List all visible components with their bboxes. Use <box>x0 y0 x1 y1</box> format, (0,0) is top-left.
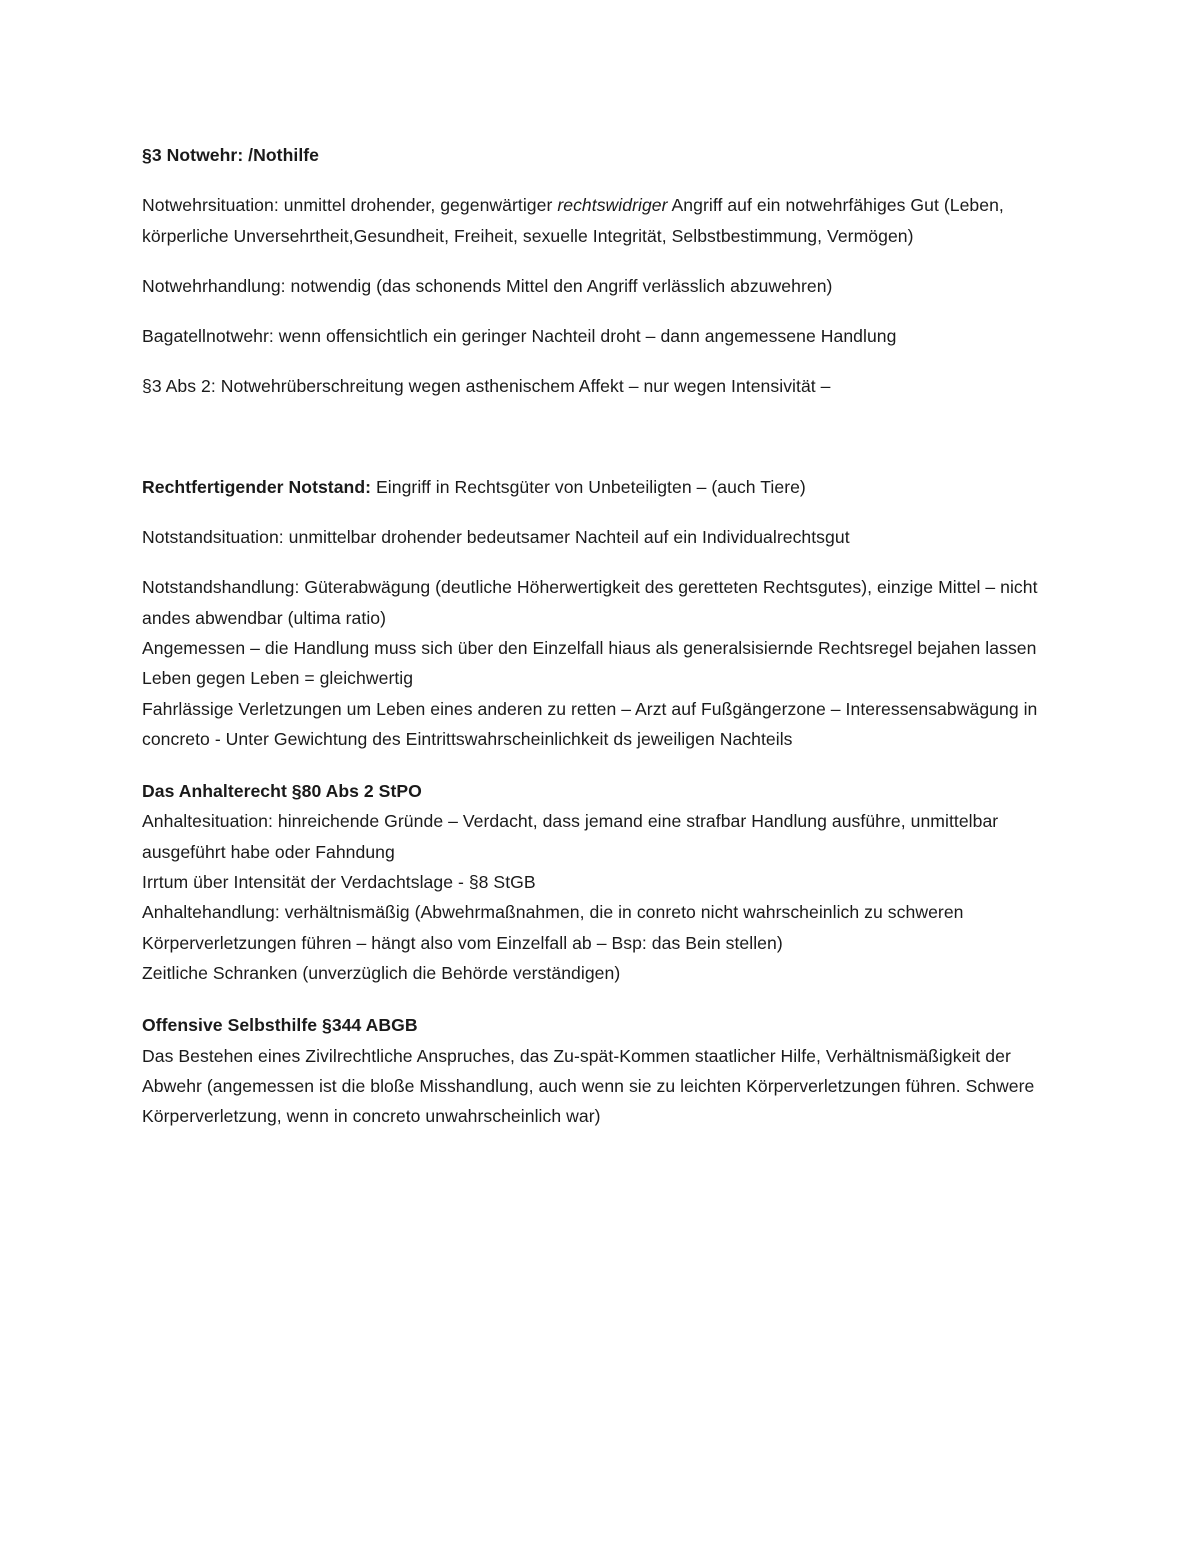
anhalterecht-line: Anhaltehandlung: verhältnismäßig (Abwehrmaßnahmen, die in conreto nicht wahrscheinlich zu schweren Körperverletzungen führen – hängt also vom Einzelfall ab – Bsp: das Bein stellen) <box>142 902 964 953</box>
notstand-heading-rest: Eingriff in Rechtsgüter von Unbeteiligten – (auch Tiere) <box>371 476 806 497</box>
blank-gap <box>142 422 1062 472</box>
blank-gap <box>142 988 1062 1010</box>
notstand-line: Leben gegen Leben = gleichwertig <box>142 668 414 689</box>
notstand-line: Notstandshandlung: Güterabwägung (deutliche Höherwertigkeit des geretteten Rechtsgutes), einzige Mittel – nicht andes abwendbar (ultima ratio) <box>142 577 1038 628</box>
notwehr-situation <box>142 190 1062 251</box>
selbsthilfe-heading: Offensive Selbsthilfe §344 ABGB <box>142 1015 418 1036</box>
selbsthilfe-text: Das Bestehen eines Zivilrechtliche Anspruches, das Zu-spät-Kommen staatlicher Hilfe, Verhältnismäßigkeit der Abwehr (angemessen ist die bloße Misshandlung, auch wenn sie zu leichten Körperverletzungen führen. Schwere Körperverletzung, wenn in concreto unwahrscheinlich war) <box>142 1045 1035 1127</box>
anhalterecht-heading: Das Anhalterecht §80 Abs 2 StPO <box>142 781 422 802</box>
notstand-heading-line <box>142 472 1062 502</box>
bagatell-notwehr: Bagatellnotwehr: wenn offensichtlich ein geringer Nachteil droht – dann angemessene Handlung <box>142 326 897 347</box>
notwehr-situation-pre: Notwehrsituation: unmittel drohender, gegenwärtiger <box>142 195 558 216</box>
anhalterecht-line: Anhaltesituation: hinreichende Gründe – Verdacht, dass jemand eine strafbar Handlung ausführe, unmittelbar ausgeführt habe oder Fahndung <box>142 811 999 862</box>
notwehr-handlung: Notwehrhandlung: notwendig (das schonends Mittel den Angriff verlässlich abzuwehren) <box>142 275 833 296</box>
notstand-line: Fahrlässige Verletzungen um Leben eines anderen zu retten – Arzt auf Fußgängerzone – Interessensabwägung in concreto - Unter Gewichtung des Eintrittswahrscheinlichkeit ds jeweiligen Nachteils <box>142 698 1038 749</box>
notstand-situation: Notstandsituation: unmittelbar drohender bedeutsamer Nachteil auf ein Individualrechtsgut <box>142 527 850 548</box>
notstand-heading: Rechtfertigender Notstand: <box>142 476 372 497</box>
notwehr-situation-italic: rechtswidriger <box>557 195 668 216</box>
anhalterecht-line: Irrtum über Intensität der Verdachtslage - §8 StGB <box>142 872 536 893</box>
document-page <box>142 140 1062 1131</box>
notwehr-heading: §3 Notwehr: /Nothilfe <box>142 145 319 165</box>
blank-gap <box>142 754 1062 776</box>
notwehr-abs2: §3 Abs 2: Notwehrüberschreitung wegen asthenischem Affekt – nur wegen Intensivität – <box>142 376 831 397</box>
anhalterecht-line: Zeitliche Schranken (unverzüglich die Behörde verständigen) <box>142 962 621 983</box>
notwehr-situation-post: Angriff auf ein notwehrfähiges Gut (Leben, körperliche Unversehrtheit,Gesundheit, Freiheit, sexuelle Integrität, Selbstbestimmung, Vermögen) <box>142 195 1004 246</box>
notstand-line: Angemessen – die Handlung muss sich über den Einzelfall hiaus als generalsisiernde Rechtsregel bejahen lassen <box>142 637 1037 658</box>
